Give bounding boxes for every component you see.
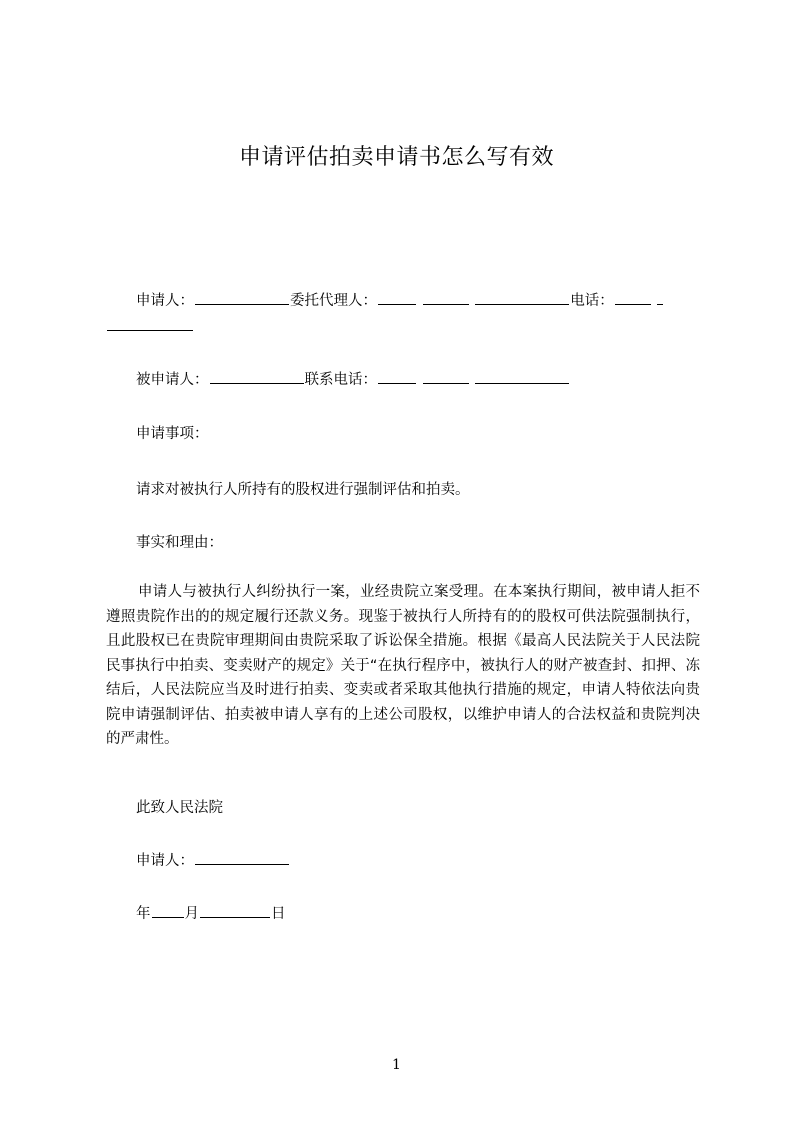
request-text: 请求对被执行人所持有的股权进行强制评估和拍卖。 — [136, 482, 470, 498]
applicant-blank — [195, 290, 289, 305]
agent-blank-1 — [378, 290, 416, 305]
contact-blank-2 — [423, 369, 469, 384]
agent-label: 委托代理人： — [290, 293, 377, 309]
agent-blank-3 — [475, 290, 569, 305]
document-title: 申请评估拍卖申请书怎么写有效 — [238, 145, 554, 170]
date-day-label: 日 — [271, 906, 286, 922]
signature-label: 申请人： — [136, 853, 194, 869]
phone-label: 电话： — [570, 293, 614, 309]
contact-blank-1 — [378, 369, 416, 384]
applicant-line — [106, 289, 730, 313]
day-blank — [200, 903, 270, 918]
signature-line — [106, 849, 730, 873]
contact-label: 联系电话： — [304, 372, 377, 388]
date-month-label: 月 — [184, 906, 199, 922]
respondent-line — [106, 368, 730, 392]
facts-heading: 事实和理由： — [136, 535, 223, 551]
addressee: 此致人民法院 — [136, 800, 223, 816]
contact-blank-3 — [475, 369, 569, 384]
facts-paragraph: 申请人与被执行人纠纷执行一案，业经贵院立案受理。在本案执行期间，被申请人拒不遵照贵院作出的的规定履行还款义务。现鉴于被执行人所持有的的股权可供法院强制执行，且此股权已在贵院审理期间由贵院采取了诉讼保全措施。根据《最高人民法院关于人民法院民事执行中拍卖、变卖财产的规定》关于“在执行程序中，被执行人的财产被查封、扣押、冻结后，人民法院应当及时进行拍卖、变卖或者采取其他执行措施的规定，申请人特依法向贵院申请强制评估、拍卖被申请人享有的上述公司股权，以维护申请人的合法权益和贵院判决的严肃性。 — [106, 584, 700, 747]
respondent-label: 被申请人： — [136, 372, 209, 388]
applicant-line-wrap — [106, 315, 700, 339]
date-line — [106, 902, 730, 926]
phone-blank-continued — [107, 316, 193, 331]
applicant-label: 申请人： — [136, 293, 194, 309]
respondent-blank — [210, 369, 304, 384]
agent-blank-2 — [423, 290, 469, 305]
phone-blank-2 — [657, 290, 663, 305]
page-number: 1 — [392, 1057, 401, 1073]
request-heading: 申请事项： — [136, 426, 209, 442]
date-year-label: 年 — [136, 906, 151, 922]
phone-blank-1 — [615, 290, 651, 305]
signature-blank — [195, 850, 289, 865]
month-blank — [152, 903, 184, 918]
